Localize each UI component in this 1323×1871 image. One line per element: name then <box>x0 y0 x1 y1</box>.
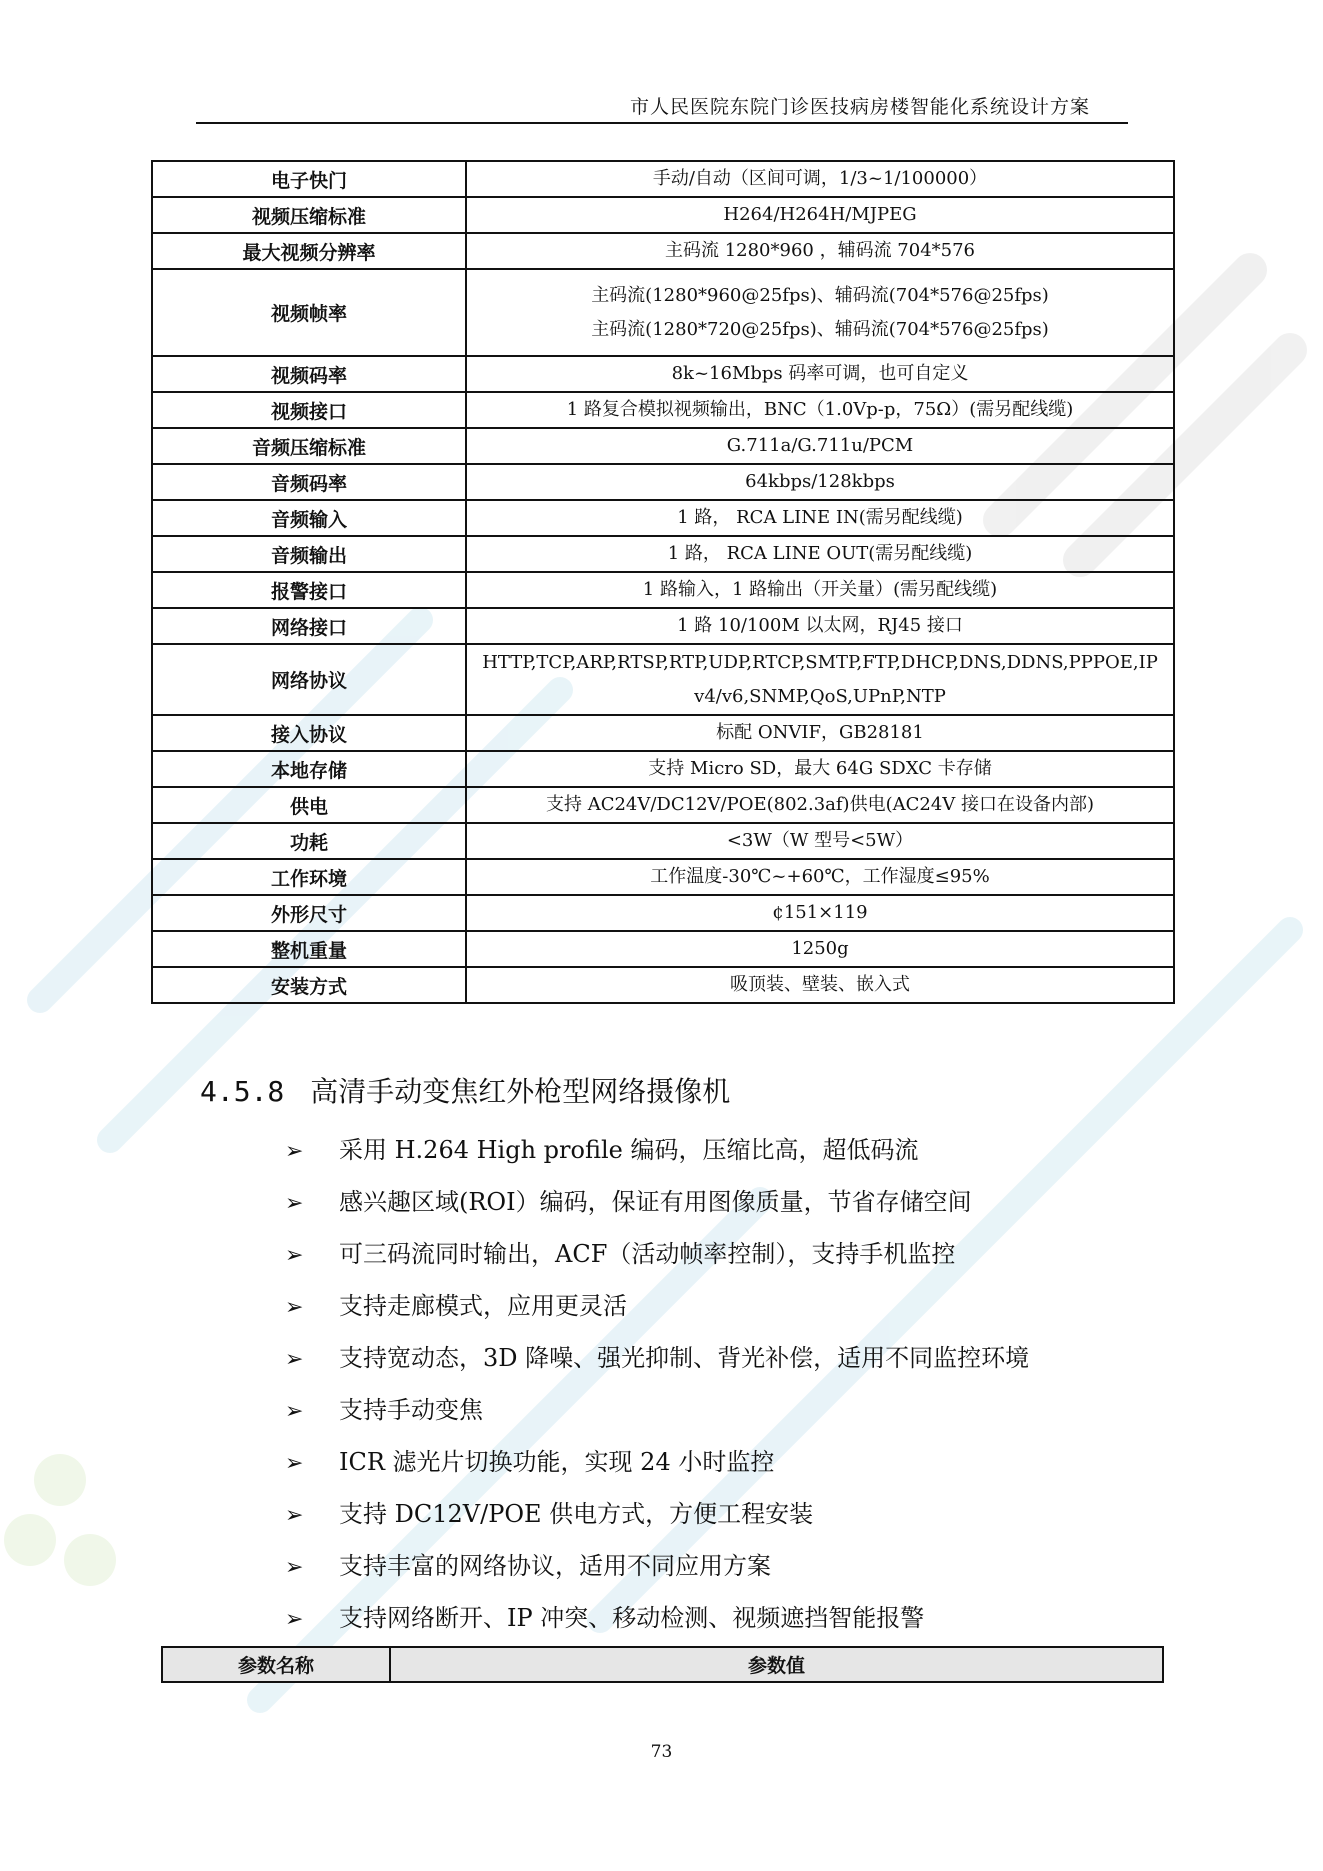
spec-key: 电子快门 <box>152 161 466 197</box>
feature-text: ICR 滤光片切换功能，实现 24 小时监控 <box>339 1448 775 1476</box>
spec-row <box>152 161 1174 197</box>
spec-row <box>152 536 1174 572</box>
spec-key: 音频压缩标准 <box>152 428 466 464</box>
feature-text: 支持手动变焦 <box>339 1396 483 1424</box>
param-name-header: 参数名称 <box>162 1647 390 1682</box>
spec-value <box>466 823 1174 859</box>
spec-value <box>466 931 1174 967</box>
feature-item <box>285 1228 1029 1280</box>
running-header-title: 市人民医院东院门诊医技病房楼智能化系统设计方案 <box>629 96 1090 118</box>
spec-row <box>152 464 1174 500</box>
feature-item <box>285 1124 1029 1176</box>
spec-row <box>152 895 1174 931</box>
feature-text: 可三码流同时输出，ACF（活动帧率控制），支持手机监控 <box>339 1240 956 1268</box>
arrow-bullet-icon: ➢ <box>285 1607 304 1632</box>
spec-value-line: ¢151×119 <box>772 902 868 923</box>
spec-row <box>152 787 1174 823</box>
spec-value <box>466 895 1174 931</box>
spec-value <box>466 751 1174 787</box>
arrow-bullet-icon: ➢ <box>285 1139 304 1164</box>
spec-row <box>152 967 1174 1003</box>
spec-key: 音频输出 <box>152 536 466 572</box>
feature-item <box>285 1488 1029 1540</box>
spec-value <box>466 572 1174 608</box>
spec-value <box>466 644 1174 715</box>
spec-value <box>466 161 1174 197</box>
param-table-header <box>161 1646 1164 1683</box>
spec-key: 功耗 <box>152 823 466 859</box>
spec-value-line: 手动/自动（区间可调，1/3~1/100000） <box>652 168 988 189</box>
spec-row <box>152 233 1174 269</box>
spec-value <box>466 464 1174 500</box>
spec-row <box>152 500 1174 536</box>
spec-row <box>152 608 1174 644</box>
arrow-bullet-icon: ➢ <box>285 1555 304 1580</box>
spec-value <box>466 269 1174 356</box>
spec-key: 视频帧率 <box>152 269 466 356</box>
section-title: 高清手动变焦红外枪型网络摄像机 <box>310 1075 731 1108</box>
spec-key: 视频码率 <box>152 356 466 392</box>
spec-key: 网络接口 <box>152 608 466 644</box>
spec-value-line: 主码流 1280*960 ，辅码流 704*576 <box>664 240 976 261</box>
feature-text: 支持宽动态，3D 降噪、强光抑制、背光补偿，适用不同监控环境 <box>339 1344 1030 1372</box>
spec-key: 网络协议 <box>152 644 466 715</box>
page-number: 73 <box>650 1742 673 1762</box>
feature-text: 支持网络断开、IP 冲突、移动检测、视频遮挡智能报警 <box>339 1604 925 1632</box>
spec-value-line: HTTP,TCP,ARP,RTSP,RTP,UDP,RTCP,SMTP,FTP,DHCP,DNS,DDNS,PPPOE,IP <box>482 651 1158 673</box>
spec-value-line: 吸顶装、壁装、嵌入式 <box>730 974 910 995</box>
spec-value <box>466 428 1174 464</box>
spec-row <box>152 428 1174 464</box>
spec-row <box>152 823 1174 859</box>
feature-item <box>285 1280 1029 1332</box>
param-value-header: 参数值 <box>390 1647 1163 1682</box>
spec-row <box>152 751 1174 787</box>
spec-value-line: v4/v6,SNMP,QoS,UPnP,NTP <box>694 685 946 707</box>
spec-row <box>152 392 1174 428</box>
spec-key: 安装方式 <box>152 967 466 1003</box>
feature-text: 支持丰富的网络协议，适用不同应用方案 <box>339 1552 771 1580</box>
spec-key: 本地存储 <box>152 751 466 787</box>
spec-key: 视频压缩标准 <box>152 197 466 233</box>
spec-value <box>466 536 1174 572</box>
spec-value-line: 支持 Micro SD，最大 64G SDXC 卡存储 <box>648 758 992 779</box>
spec-row <box>152 644 1174 715</box>
spec-key: 整机重量 <box>152 931 466 967</box>
spec-value-line: 1250g <box>791 938 849 959</box>
spec-value <box>466 233 1174 269</box>
feature-list <box>285 1124 1029 1644</box>
spec-value <box>466 967 1174 1003</box>
spec-value-line: H264/H264H/MJPEG <box>723 204 917 225</box>
spec-value <box>466 608 1174 644</box>
spec-value-line: 1 路 10/100M 以太网，RJ45 接口 <box>677 615 963 636</box>
feature-item <box>285 1436 1029 1488</box>
section-number: 4.5.8 <box>200 1075 285 1108</box>
spec-key: 音频码率 <box>152 464 466 500</box>
spec-value-line: 主码流(1280*720@25fps)、辅码流(704*576@25fps) <box>591 318 1049 340</box>
spec-key: 接入协议 <box>152 715 466 751</box>
spec-value <box>466 859 1174 895</box>
spec-key: 外形尺寸 <box>152 895 466 931</box>
arrow-bullet-icon: ➢ <box>285 1503 304 1528</box>
spec-value-line: 1 路， RCA LINE IN(需另配线缆) <box>677 507 963 528</box>
spec-value <box>466 787 1174 823</box>
spec-row <box>152 572 1174 608</box>
spec-row <box>152 859 1174 895</box>
spec-value-line: G.711a/G.711u/PCM <box>726 435 914 456</box>
section-heading <box>200 1070 730 1110</box>
header-divider <box>196 122 1128 124</box>
spec-row <box>152 356 1174 392</box>
spec-value-line: <3W（W 型号<5W） <box>726 830 914 851</box>
spec-key: 视频接口 <box>152 392 466 428</box>
spec-row <box>152 197 1174 233</box>
feature-item <box>285 1332 1029 1384</box>
spec-value-line: 8k~16Mbps 码率可调，也可自定义 <box>671 363 969 384</box>
spec-row <box>152 715 1174 751</box>
feature-text: 支持 DC12V/POE 供电方式，方便工程安装 <box>339 1500 814 1528</box>
spec-value-line: 工作温度-30℃~+60℃，工作湿度≤95% <box>650 866 990 887</box>
spec-key: 最大视频分辨率 <box>152 233 466 269</box>
spec-value-line: 1 路复合模拟视频输出，BNC（1.0Vp-p，75Ω）(需另配线缆) <box>566 399 1074 420</box>
spec-value <box>466 500 1174 536</box>
spec-value-line: 主码流(1280*960@25fps)、辅码流(704*576@25fps) <box>591 284 1049 306</box>
feature-text: 采用 H.264 High profile 编码，压缩比高，超低码流 <box>339 1136 919 1164</box>
spec-table <box>151 160 1175 1004</box>
arrow-bullet-icon: ➢ <box>285 1295 304 1320</box>
spec-value <box>466 197 1174 233</box>
spec-key: 工作环境 <box>152 859 466 895</box>
spec-row <box>152 931 1174 967</box>
spec-key: 报警接口 <box>152 572 466 608</box>
spec-value-line: 标配 ONVIF，GB28181 <box>716 722 924 743</box>
arrow-bullet-icon: ➢ <box>285 1191 304 1216</box>
spec-value-line: 支持 AC24V/DC12V/POE(802.3af)供电(AC24V 接口在设备内部) <box>545 794 1095 815</box>
feature-item <box>285 1384 1029 1436</box>
arrow-bullet-icon: ➢ <box>285 1399 304 1424</box>
arrow-bullet-icon: ➢ <box>285 1347 304 1372</box>
param-header-row <box>162 1647 1163 1682</box>
spec-value <box>466 392 1174 428</box>
spec-key: 音频输入 <box>152 500 466 536</box>
feature-item <box>285 1176 1029 1228</box>
spec-value-line: 1 路输入，1 路输出（开关量）(需另配线缆) <box>642 579 998 600</box>
feature-text: 感兴趣区域(ROI）编码，保证有用图像质量，节省存储空间 <box>339 1188 972 1216</box>
spec-key: 供电 <box>152 787 466 823</box>
spec-value-line: 1 路， RCA LINE OUT(需另配线缆) <box>667 543 973 564</box>
arrow-bullet-icon: ➢ <box>285 1451 304 1476</box>
feature-text: 支持走廊模式，应用更灵活 <box>339 1292 627 1320</box>
spec-value <box>466 715 1174 751</box>
feature-item <box>285 1540 1029 1592</box>
spec-row <box>152 269 1174 356</box>
spec-value <box>466 356 1174 392</box>
spec-value-line: 64kbps/128kbps <box>745 471 895 492</box>
arrow-bullet-icon: ➢ <box>285 1243 304 1268</box>
feature-item <box>285 1592 1029 1644</box>
